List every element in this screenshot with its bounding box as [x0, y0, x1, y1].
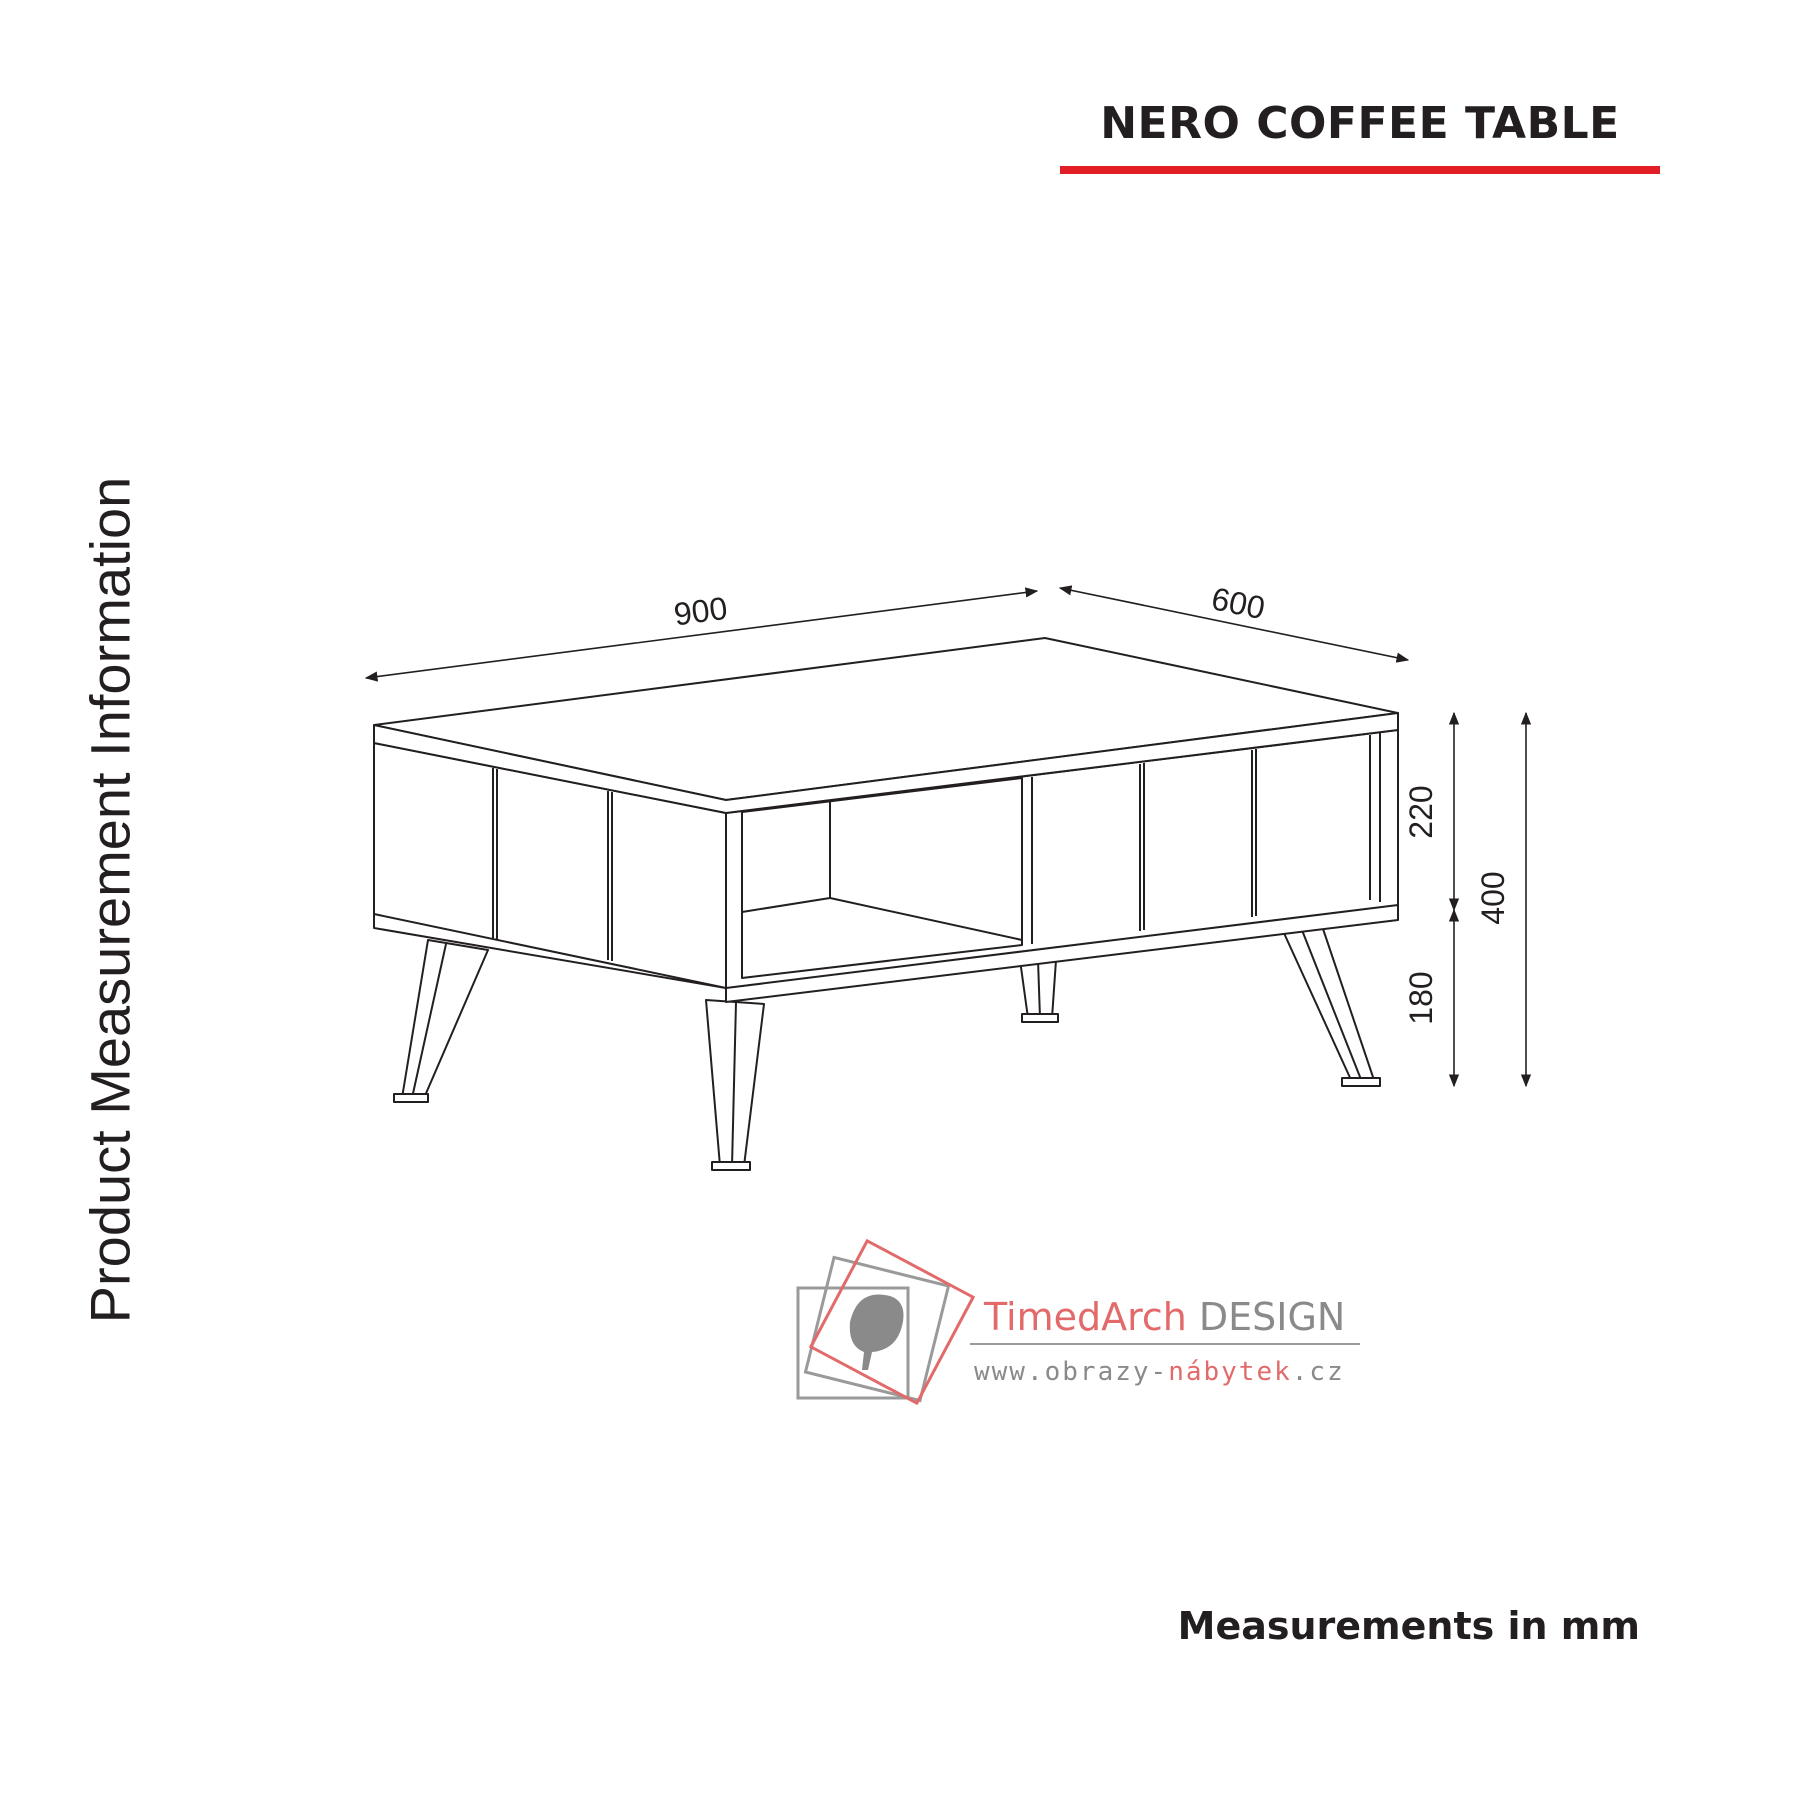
watermark-url-prefix: www.obrazy- [974, 1357, 1169, 1387]
dim-depth-label: 600 [1208, 580, 1269, 627]
side-label: Product Measurement Information [78, 476, 142, 1324]
watermark-url-suffix: .cz [1291, 1357, 1345, 1387]
watermark-url [974, 1357, 1345, 1387]
dim-total-height-label: 400 [1475, 871, 1511, 925]
chair-icon [850, 1294, 904, 1370]
dim-body-height-label: 220 [1403, 785, 1439, 839]
units-note: Measurements in mm [1177, 1604, 1640, 1648]
dim-leg-height-label: 180 [1403, 971, 1439, 1025]
leg-back-left [402, 940, 488, 1098]
dim-width-label: 900 [671, 589, 730, 633]
open-shelf [742, 778, 1022, 978]
page-title: NERO COFFEE TABLE [1100, 98, 1620, 149]
leg-right [1278, 920, 1374, 1082]
watermark-brand [983, 1295, 1345, 1339]
table-outline [374, 638, 1398, 1170]
watermark-brand-part1: TimedArch [984, 1295, 1187, 1339]
watermark-brand-part2: DESIGN [1198, 1295, 1346, 1339]
watermark-logo [798, 1241, 973, 1403]
watermark-url-accent: nábytek [1168, 1357, 1292, 1387]
